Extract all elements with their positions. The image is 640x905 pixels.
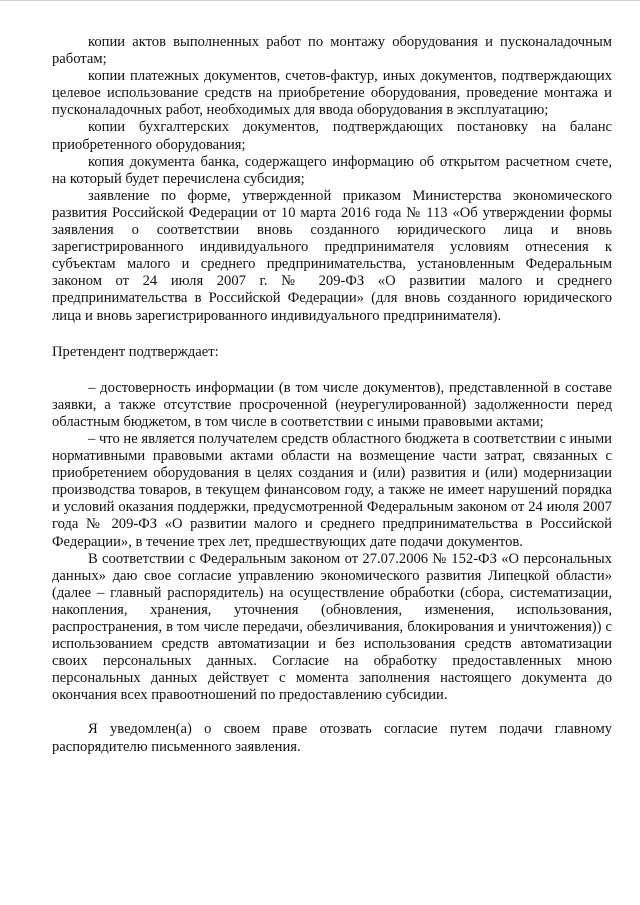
paragraph-bank-document: копия документа банка, содержащего информацию об открытом расчетном счете, на который будет перечислена субсидия; (52, 153, 612, 187)
heading-applicant-confirms: Претендент подтверждает: (52, 343, 219, 360)
paragraph-withdrawal-notice: Я уведомлен(а) о своем праве отозвать согласие путем подачи главному распорядителю письменного заявления. (52, 721, 612, 755)
paragraph-application-form: заявление по форме, утвержденной приказом Министерства экономического развития Российской Федерации от 10 марта 2016 года № 113 «Об утверждении формы заявления о соответствии вновь созданного юридического лица и вновь зарегистрированного индивидуального предпринимателя условиям отнесения к субъектам малого и среднего предпринимательства, установленным Федеральным законом от 24 июля 2007 г. № 209-ФЗ «О развитии малого и среднего предпринимательства в Российской Федерации» (для вновь созданного юридического лица и вновь зарегистрированного индивидуального предпринимателя). (52, 187, 612, 324)
paragraph-personal-data-consent: В соответствии с Федеральным законом от 27.07.2006 № 152-ФЗ «О персональных данных» даю свое согласие управлению экономического развития Липецкой области» (далее – главный распорядитель) на осуществление обработки (сбора, систематизации, накопления, хранения, уточнения (обновления, изменения, использования, распространения, в том числе передачи, обезличивания, блокирования и уничтожения)) с использованием средств автоматизации и без использования средств автоматизации своих персональных данных. Согласие на обработку предоставленных мною персональных данных действует с момента заполнения настоящего документа до окончания всех правоотношений по предоставлению субсидии. (52, 550, 612, 704)
paragraph-not-recipient: – что не является получателем средств областного бюджета в соответствии с иными нормативными правовыми актами области на возмещение части затрат, связанных с приобретением оборудования в целях создания и (или) развития и (или) модернизации производства товаров, в текущем финансовом году, а также не имеет нарушений порядка и условий оказания поддержки, предусмотренной Федеральным законом от 24 июля 2007 года № 209-ФЗ «О развитии малого и среднего предпринимательства в Российской Федерации», в течение трех лет, предшествующих дате подачи документов. (52, 430, 612, 550)
scan-top-edge (0, 0, 640, 1)
paragraph-payment-documents: копии платежных документов, счетов-фактур, иных документов, подтверждающих целевое использование средств на приобретение оборудования, проведение монтажа и пусконаладочных работ, необходимых для ввода оборудования в эксплуатацию; (52, 68, 612, 119)
paragraph-acts-copies: копии актов выполненных работ по монтажу оборудования и пусконаладочным работам; (52, 34, 612, 68)
paragraph-accounting-documents: копии бухгалтерских документов, подтверждающих постановку на баланс приобретенного оборудования; (52, 119, 612, 153)
paragraph-reliability: – достоверность информации (в том числе документов), представленной в составе заявки, а также отсутствие просроченной (неурегулированной) задолженности перед областным бюджетом, в том числе в соответствии с иными правовыми актами; (52, 379, 612, 430)
document-page (52, 34, 612, 756)
